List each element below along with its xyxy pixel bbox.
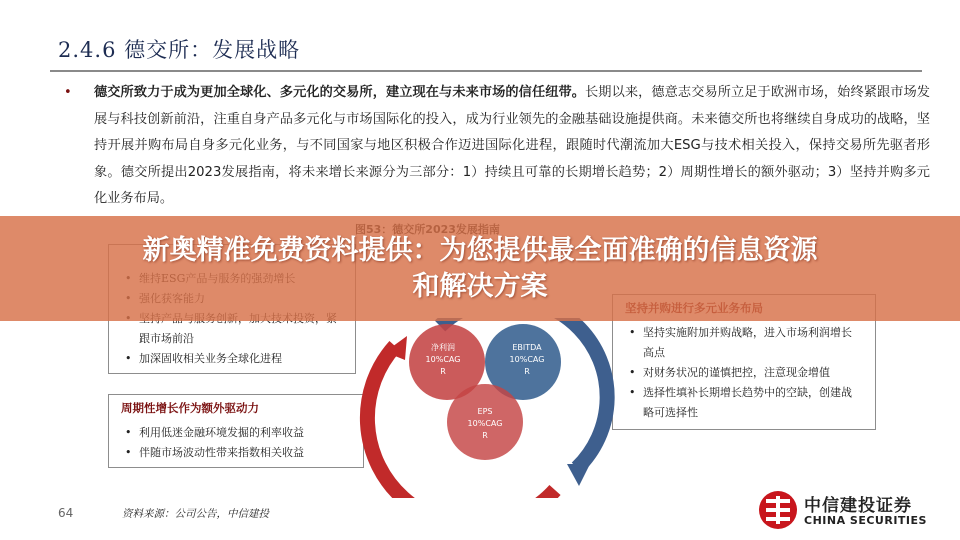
banner-line-2: 和解决方案 — [412, 270, 548, 302]
box-heading: 周期性增长作为额外驱动力 — [121, 401, 259, 415]
page-number: 64 — [58, 506, 74, 520]
intro-bullet: • — [64, 85, 72, 100]
promo-banner — [0, 216, 960, 321]
ring-arrow-blue — [567, 464, 590, 486]
company-logo — [758, 488, 928, 532]
list-item: • 坚持实施附加并购战略，进入市场利润增长高点 — [627, 323, 861, 363]
intro-text — [94, 80, 930, 213]
intro-paragraph — [64, 80, 930, 213]
ebitda-label: EBITDA — [512, 343, 542, 352]
eps-cagr: 10%CAG — [467, 419, 503, 428]
banner-line-1: 新奥精准免费资料提供：为您提供最全面准确的信息资源 — [142, 234, 818, 266]
intro-bold-text: 德交所致力于成为更加全球化、多元化的交易所，建立现在与未来市场的信任纽带。 — [94, 85, 586, 100]
list-item: • 对财务状况的谨慎把控，注意现金增值 — [627, 363, 861, 383]
list-item: • 选择性填补长期增长趋势中的空缺，创建战略可选择性 — [627, 383, 861, 423]
slide-title: 2.4.6 德交所：发展战略 — [58, 38, 301, 62]
eps-cagr-suffix: R — [482, 431, 488, 440]
net-profit-label: 净利润 — [431, 343, 455, 352]
title-divider — [50, 70, 922, 72]
net-profit-cagr: 10%CAG — [425, 355, 461, 364]
net-profit-cagr-suffix: R — [440, 367, 446, 376]
ebitda-cagr-suffix: R — [524, 367, 530, 376]
list-item: • 利用低迷金融环境发掘的利率收益 — [123, 423, 349, 443]
ebitda-cagr: 10%CAG — [509, 355, 545, 364]
logo-name-cn: 中信建投证券 — [804, 496, 912, 516]
list-item: • 伴随市场波动性带来指数相关收益 — [123, 443, 349, 463]
eps-label: EPS — [477, 407, 493, 416]
list-item: • 加深固收相关业务全球化进程 — [123, 349, 341, 369]
intro-body-text: 长期以来，德意志交易所立足于欧洲市场，始终紧跟市场发展与科技创新前沿，注重自身产品多元化与市场国际化的投入，成为行业领先的金融基础设施提供商。未来德交所也将继续自身成功的战略，坚持开展并购布局自身多元化业务，与不同国家与地区积极合作迈进国际化进程，跟随时代潮流加大ESG与技术相关投入，保持交易所先驱者形象。德交所提出2023发展指南，将未来增长来源分为三部分：1）持续且可靠的长期增长趋势；2）周期性增长的额外驱动；3）坚持并购多元化业务布局。 — [94, 85, 930, 206]
box-cyclical-growth — [108, 394, 364, 468]
china-securities-emblem-icon — [758, 490, 798, 530]
list-item: • 跟市场前沿 — [123, 309, 341, 349]
growth-cycle-diagram — [345, 318, 615, 498]
source-note: 资料来源：公司公告，中信建投 — [122, 508, 269, 520]
logo-name-en: CHINA SECURITIES — [804, 514, 927, 527]
